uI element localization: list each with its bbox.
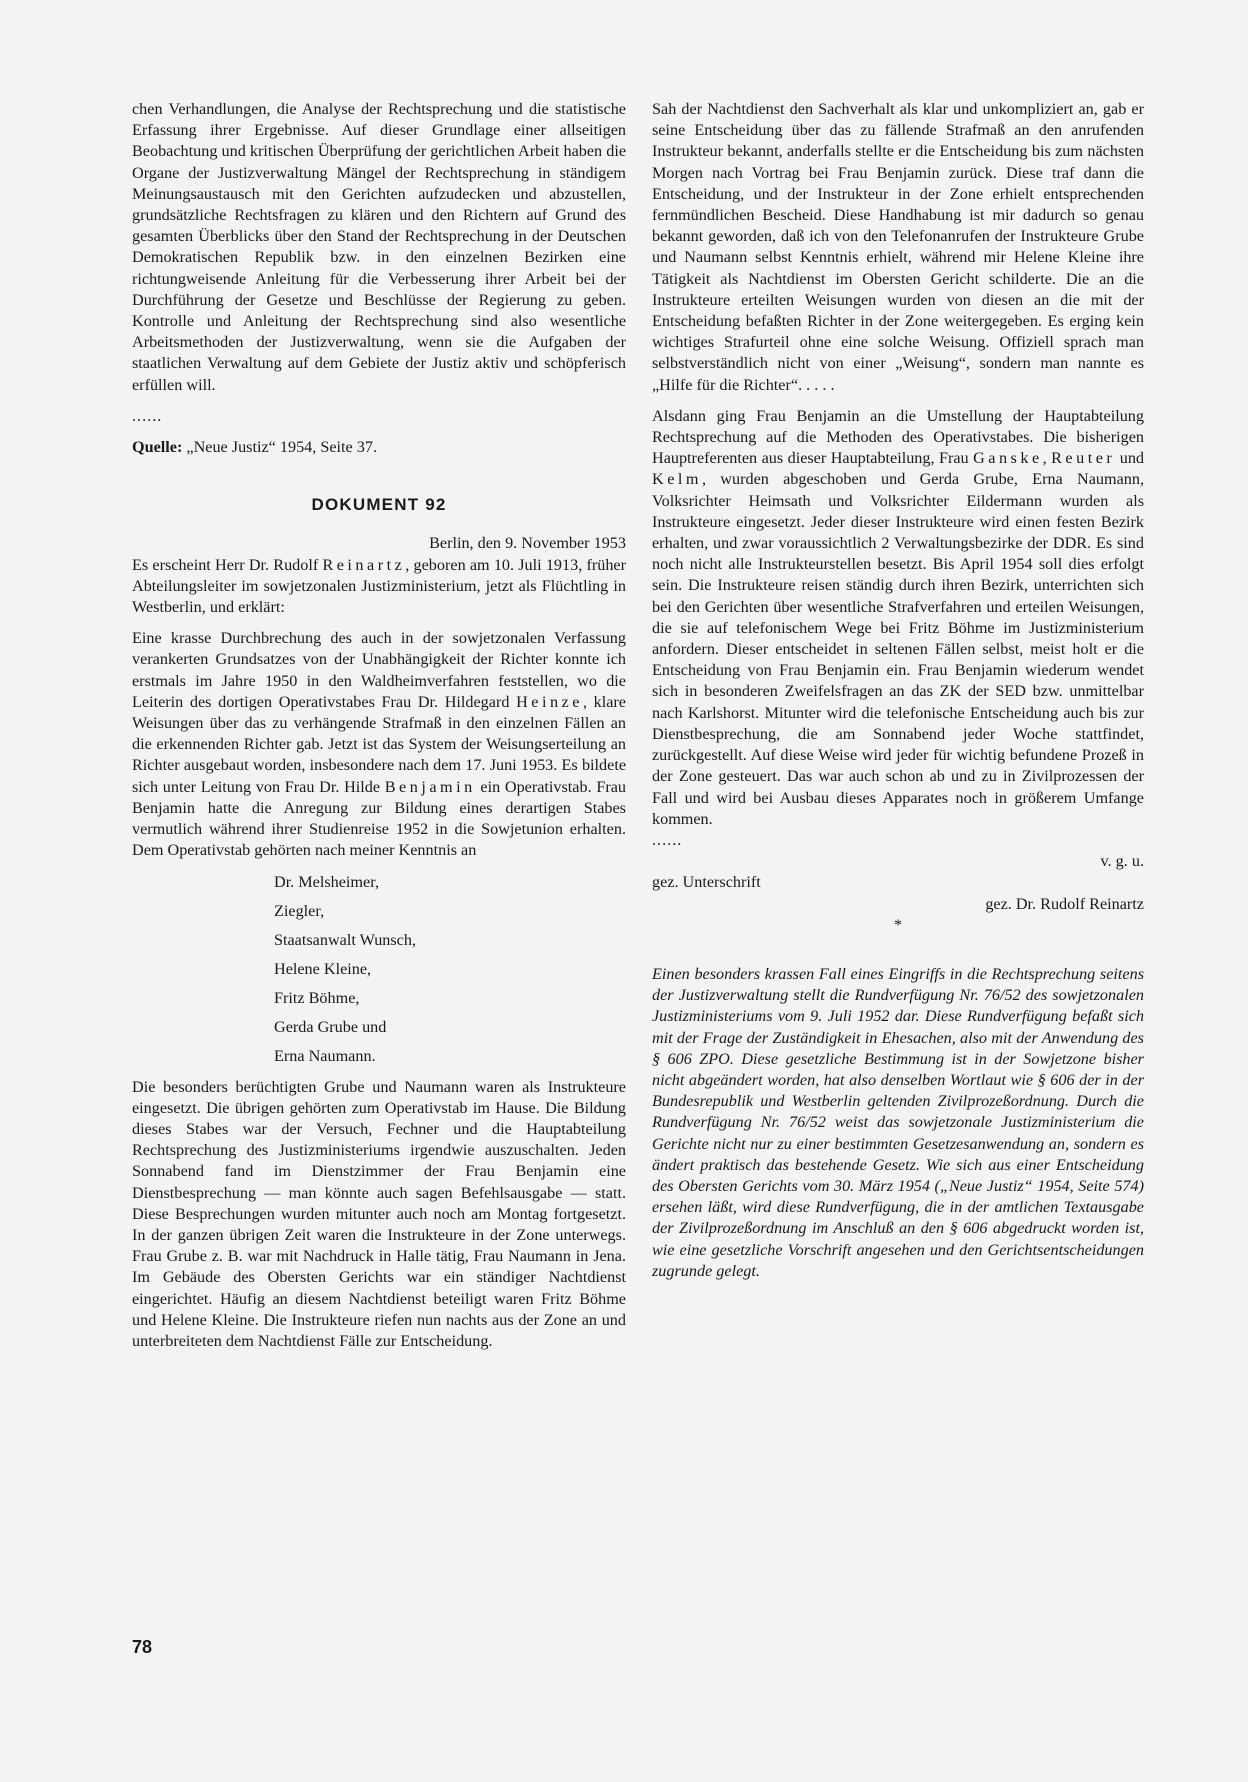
list-item: Ziegler,: [274, 901, 325, 920]
signature-declarant: gez. Dr. Rudolf Reinartz: [985, 894, 1144, 913]
list-item: Erna Naumann.: [274, 1046, 376, 1065]
ellipsis-dots: ......: [652, 830, 683, 849]
left-column: [132, 99, 626, 1352]
reorganization-paragraph: Alsdann ging Frau Benjamin an die Umstellung der Hauptabteilung Rechtsprechung auf die Methoden des Operativstabes. Die bisherigen Hauptreferenten aus dieser Hauptabteilung, Frau Ganske, Reuter und Kelm, wurden abgeschoben und Gerda Grube, Erna Naumann, Volksrichter Heimsath und Volksrichter Eildermann wurden als Instrukteure eingesetzt. Jeder dieser Instrukteure wird einen festen Bezirk erhalten, und zwar voraussichtlich 2 Verwaltungsbezirke der DDR. Es sind noch nicht alle Instrukteurstellen besetzt. Bis April 1954 soll dies erfolgt sein. Die Instrukteure reisen ständig durch ihren Bezirk, unterrichten sich bei den Gerichten über wesentliche Strafverfahren und erteilen Weisungen, die sie auf telefonischem Wege bei Fritz Böhme im Justizministerium anfordern. Dieser entscheidet in seltenen Fällen selbst, meist holt er die Entscheidung von Frau Benjamin ein. Frau Benjamin wiederum wendet sich in besonderen Zweifelsfragen an das ZK der SED bzw. unmittelbar nach Karlshorst. Mitunter wird die telefonische Entscheidung auch bis zur Dienstbesprechung, die am Sonnabend jeder Woche stattfindet, zurückgestellt. Auf diese Weise wird jeder für wichtig befundene Prozeß in der Zone gesteuert. Das war auch schon ab und zu in Zivilprozessen der Fall und wird bei Ausbau dieses Apparates noch in größerem Umfange kommen.: [652, 406, 1144, 828]
list-item: Staatsanwalt Wunsch,: [274, 930, 417, 949]
source-citation: [132, 437, 626, 458]
right-column: [652, 99, 1144, 1282]
source-text: „Neue Justiz“ 1954, Seite 37.: [186, 438, 378, 457]
declaration-paragraph: Es erscheint Herr Dr. Rudolf Reinartz, geboren am 10. Juli 1913, früher Abteilungsleiter im sowjetzonalen Justizministerium, jetzt als Flüchtling in Westberlin, und erklärt:: [132, 555, 626, 617]
statement-paragraph: Eine krasse Durchbrechung des auch in der sowjetzonalen Verfassung verankerten Grundsatzes von der Unabhängigkeit der Richter konnte ich erstmals im Jahre 1950 in den Waldheimverfahren feststellen, wo die Leiterin des dortigen Operativstabes Frau Dr. Hildegard Heinze, klare Weisungen über das zu verhängende Strafmaß in den einzelnen Fällen an die erkennenden Richter gab. Jetzt ist das System der Weisungserteilung an Richter ausgebaut worden, insbesondere nach dem 17. Juni 1953. Es bildete sich unter Leitung von Frau Dr. Hilde Benjamin ein Operativstab. Frau Benjamin hatte die Anregung zur Bildung eines derartigen Stabes vermutlich während ihrer Studienreise 1952 in die Sowjetunion erhalten. Dem Operativstab gehörten nach meiner Kenntnis an: [132, 629, 627, 860]
signature-official: gez. Unterschrift: [652, 873, 761, 892]
commentary-block: [652, 964, 1144, 1282]
spaced-name: Reinartz: [322, 555, 406, 574]
spaced-name: Benjamin: [384, 777, 476, 796]
date-line: Berlin, den 9. November 1953: [429, 534, 626, 553]
staff-name-list: [274, 868, 626, 1071]
commentary-paragraph: Einen besonders krassen Fall eines Eingriffs in die Rechtsprechung seitens der Justizverwaltung stellt die Rundverfügung Nr. 76/52 des sowjetzonalen Justizministeriums vom 9. Juli 1952 dar. Diese Rundverfügung befaßt sich mit der Frage der Zuständigkeit in Ehesachen, also mit der Anwendung des § 606 ZPO. Diese gesetzliche Bestimmung ist in der Sowjetzone bisher nicht abgeändert worden, hat also denselben Wortlaut wie § 606 der in der Bundesrepublik und Westberlin geltenden Zivilprozeßordnung. Durch die Rundverfügung Nr. 76/52 weist das sowjetzonale Justizministerium die Gerichte nicht nur zu einer bestimmten Gesetzesanwendung an, sondern es ändert praktisch das bestehende Gesetz. Wie sich aus einer Entscheidung des Obersten Gerichts vom 30. März 1954 („Neue Justiz“ 1954, Seite 574) ersehen läßt, wird diese Rundverfügung, die in der amtlichen Textausgabe der Zivilprozeßordnung im Anschluß an den § 606 abgedruckt worden ist, wie eine gesetzliche Vorschrift angesehen und den Gerichtsentscheidungen zugrunde gelegt.: [652, 964, 1144, 1280]
spaced-name: Heinze: [516, 692, 583, 711]
list-item: Fritz Böhme,: [274, 988, 360, 1007]
spaced-name: Reuter: [1051, 449, 1116, 468]
list-item: Helene Kleine,: [274, 959, 372, 978]
document-title: DOKUMENT 92: [311, 495, 447, 515]
page-number: 78: [132, 1637, 153, 1657]
spaced-name: Ganske: [973, 449, 1043, 468]
instructors-paragraph: Die besonders berüchtigten Grube und Naumann waren als Instrukteure eingesetzt. Die übrigen gehörten zum Operativstab im Hause. Die Bildung dieses Stabes war der Versuch, Fechner und die Hauptabteilung Rechtsprechung des Justizministeriums irgendwie auszuschalten. Jeden Sonnabend fand im Dienstzimmer der Frau Benjamin eine Dienstbesprechung — man könnte auch sagen Befehlsausgabe — statt. Diese Besprechungen wurden mitunter auch noch am Montag fortgesetzt. In der ganzen übrigen Zeit waren die Instrukteure in der Zone unterwegs. Frau Grube z. B. war mit Nachdruck in Halle tätig, Frau Naumann in Jena. Im Gebäude des Obersten Gerichts war ein ständiger Nachtdienst eingerichtet. Häufig an diesem Nachtdienst beteiligt waren Fritz Böhme und Helene Kleine. Die Instrukteure riefen nun nachts aus der Zone an und unterbreiteten dem Nachtdienst Fälle zur Entscheidung.: [132, 1077, 626, 1350]
night-service-paragraph: Sah der Nachtdienst den Sachverhalt als klar und unkompliziert an, gab er seine Entscheidung über das zu fällende Strafmaß an den anrufenden Instrukteur bekannt, anderfalls stellte er die Entscheidung bis zum nächsten Morgen nach Vortrag bei Frau Benjamin zurück. Diese traf dann die Entscheidung, und der Instrukteur in der Zone erhielt entsprechenden fernmündlichen Bescheid. Diese Handhabung ist mir dadurch so genau bekannt geworden, daß ich von den Telefonanrufen der Instrukteure Grube und Naumann selbst Kenntnis erhielt, während mir Helene Kleine ihre Tätigkeit als Nachtdienst im Obersten Gericht schilderte. Die an die Instrukteure erteilten Weisungen wurden von diesen an die mit der Entscheidung befaßten Richter in der Zone weitergegeben. Es erging kein wichtiges Strafurteil ohne eine solche Weisung. Offiziell sprach man selbstverständlich nicht von einer „Weisung“, sondern man nannte es „Hilfe für die Richter“. . . . .: [652, 100, 1144, 394]
list-item: Dr. Melsheimer,: [274, 872, 379, 891]
spaced-name: Kelm: [652, 470, 702, 489]
section-separator-star: *: [893, 915, 903, 934]
ellipsis-dots: ......: [132, 406, 163, 425]
read-approved-signed: v. g. u.: [1100, 852, 1144, 871]
source-label: Quelle:: [132, 438, 183, 457]
list-item: Gerda Grube und: [274, 1017, 387, 1036]
intro-paragraph: chen Verhandlungen, die Analyse der Rechtsprechung und die statistische Erfassung ihrer Ergebnisse. Auf dieser Grundlage einer allseitigen Beobachtung und kritischen Überprüfung der gerichtlichen Arbeit haben die Organe der Justizverwaltung Mängel der Rechtsprechung in ständigem Meinungsaustausch mit den Gerichten aufzudecken und abzustellen, grundsätzliche Rechtsfragen zu klären und den Richtern auf Grund des gesamten Überblicks über den Stand der Rechtsprechung in der Deutschen Demokratischen Republik bzw. in den einzelnen Bezirken eine richtungweisende Anleitung für die Verbesserung ihrer Arbeit bei der Durchführung der Gesetze und Beschlüsse der Regierung zu geben. Kontrolle und Anleitung der Rechtsprechung sind also wesentliche Arbeitsmethoden der Justizverwaltung, wenn sie die Aufgaben der staatlichen Verwaltung auf dem Gebiete der Justiz aktiv und schöpferisch erfüllen will.: [132, 100, 626, 394]
